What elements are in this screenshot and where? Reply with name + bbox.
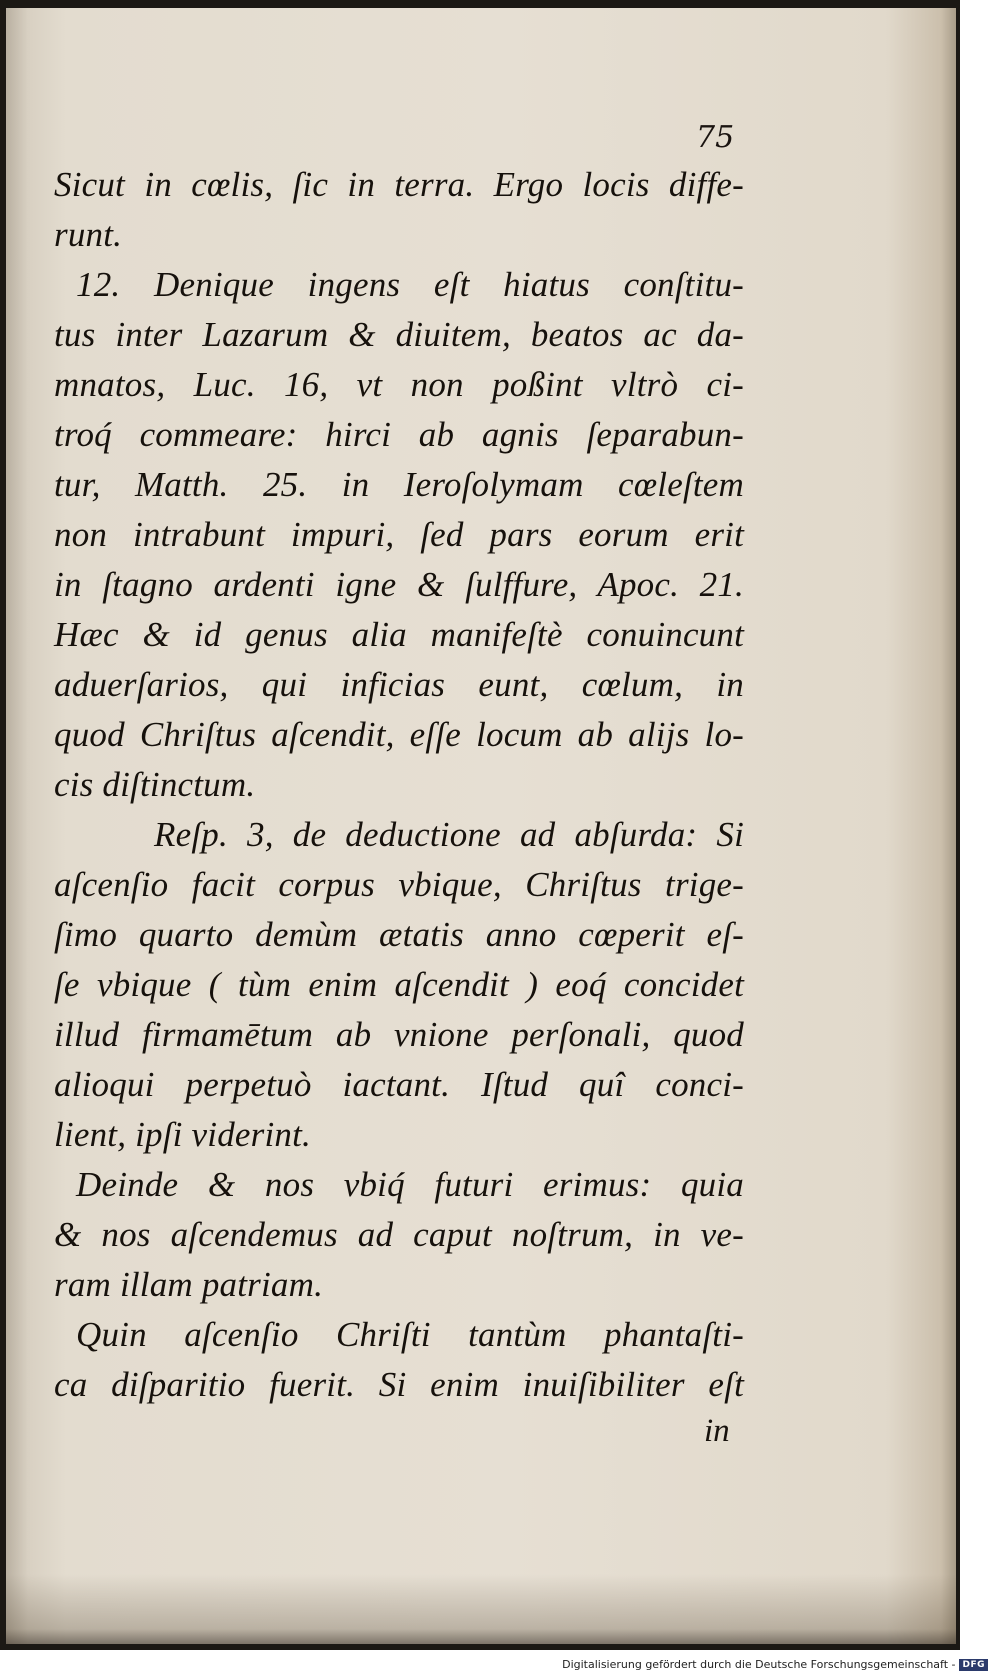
text-line: Hæc & id genus alia manifeſtè conuincunt: [54, 615, 744, 654]
text-line: ſe vbique ( tùm enim aſcendit ) eoq́ concidet: [54, 965, 744, 1004]
text-line: in ſtagno ardenti igne & ſulffure, Apoc. 21.: [54, 565, 744, 604]
text-line: illud firmamētum ab vnione perſonali, quod: [54, 1015, 744, 1054]
text-line: Deinde & nos vbiq́ futuri erimus: quia: [76, 1165, 744, 1204]
text-line: 12. Denique ingens eſt hiatus conſtitu-: [76, 265, 744, 304]
text-line: tur, Matth. 25. in Ieroſolymam cœleſtem: [54, 465, 744, 504]
text-line: aduerſarios, qui inficias eunt, cœlum, in: [54, 665, 744, 704]
text-line: aſcenſio facit corpus vbique, Chriſtus trige-: [54, 865, 744, 904]
text-line: troq́ commeare: hirci ab agnis ſeparabun-: [54, 415, 744, 454]
text-line: quod Chriſtus aſcendit, eſſe locum ab alijs lo-: [54, 715, 744, 754]
dfg-logo: DFG: [959, 1659, 988, 1671]
page-number: 75: [696, 120, 735, 155]
text-line: alioqui perpetuò iactant. Iſtud quî conci-: [54, 1065, 744, 1104]
credit-text: Digitalisierung gefördert durch die Deutsche Forschungsgemeinschaft -: [562, 1658, 956, 1671]
text-line: Sicut in cœlis, ſic in terra. Ergo locis diffe-: [54, 165, 744, 204]
text-line: lient, ipſi viderint.: [54, 1115, 311, 1154]
text-line: non intrabunt impuri, ſed pars eorum erit: [54, 515, 744, 554]
text-line: ca diſparitio fuerit. Si enim inuiſibiliter eſt: [54, 1365, 744, 1404]
text-line: Reſp. 3, de deductione ad abſurda: Si: [154, 815, 744, 854]
digitization-credit: [562, 1658, 988, 1671]
text-line: runt.: [54, 215, 123, 254]
catchword: in: [704, 1413, 730, 1449]
text-line: ram illam patriam.: [54, 1265, 324, 1304]
text-line: tus inter Lazarum & diuitem, beatos ac da-: [54, 315, 744, 354]
text-line: cis diſtinctum.: [54, 765, 256, 804]
text-line: ſimo quarto demùm ætatis anno cœperit eſ-: [54, 915, 744, 954]
book-page: [6, 8, 956, 1644]
text-line: Quin aſcenſio Chriſti tantùm phantaſti-: [76, 1315, 744, 1354]
text-line: & nos aſcendemus ad caput noſtrum, in ve-: [54, 1215, 744, 1254]
body-text: [54, 160, 744, 1410]
text-line: mnatos, Luc. 16, vt non poßint vltrò ci-: [54, 365, 744, 404]
